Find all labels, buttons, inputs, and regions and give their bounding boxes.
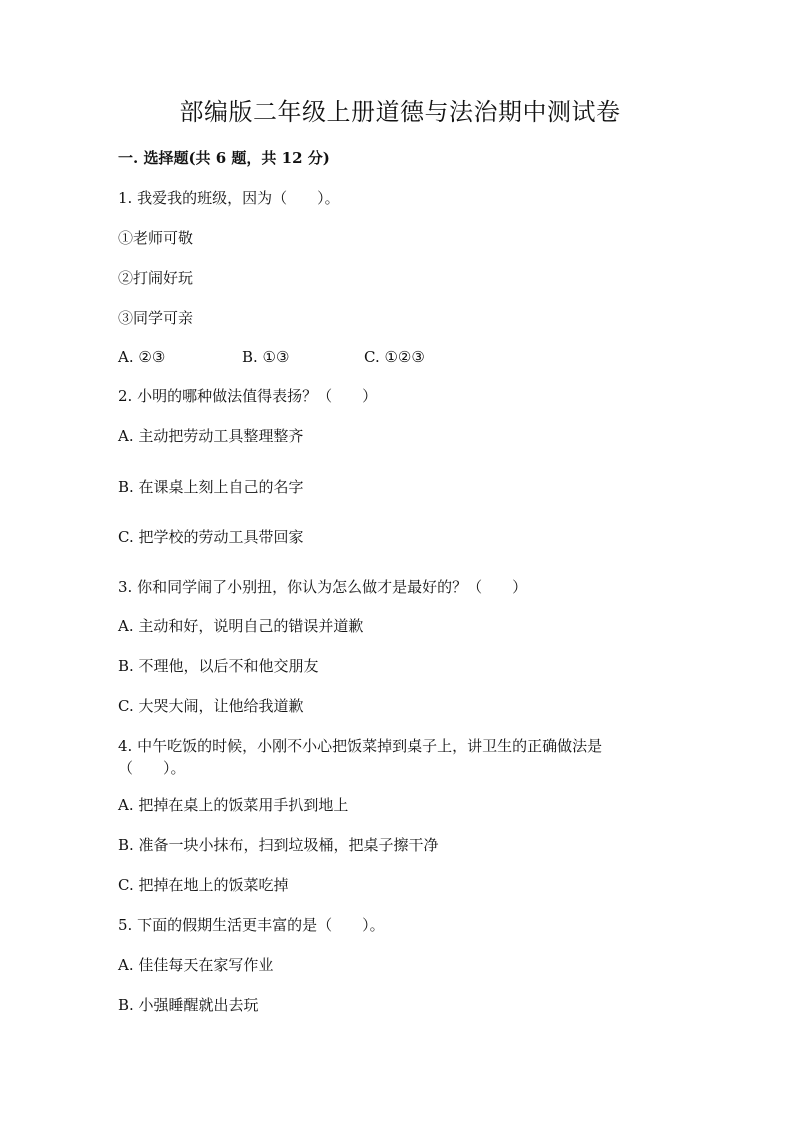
question-3-option-b: B. 不理他，以后不和他交朋友: [118, 657, 319, 675]
question-2-option-a: A. 主动把劳动工具整理整齐: [118, 427, 304, 445]
question-5-stem: 5. 下面的假期生活更丰富的是（ ）。: [118, 916, 385, 934]
page-title: 部编版二年级上册道德与法治期中测试卷: [179, 98, 621, 126]
question-1-option-b: B. ①③: [242, 348, 290, 366]
question-1-option-a: A. ②③: [118, 348, 166, 366]
question-3-option-a: A. 主动和好，说明自己的错误并道歉: [118, 617, 364, 635]
question-2-option-b: B. 在课桌上刻上自己的名字: [118, 478, 304, 496]
question-1-stem: 1. 我爱我的班级，因为（ ）。: [118, 189, 340, 207]
question-3-option-c: C. 大哭大闹，让他给我道歉: [118, 697, 304, 715]
question-5-option-a: A. 佳佳每天在家写作业: [118, 956, 274, 974]
question-1-option-c: C. ①②③: [364, 348, 425, 366]
question-4-option-b: B. 准备一块小抹布，扫到垃圾桶，把桌子擦干净: [118, 836, 439, 854]
question-2-stem: 2. 小明的哪种做法值得表扬？（ ）: [118, 387, 378, 405]
question-5-option-b: B. 小强睡醒就出去玩: [118, 996, 259, 1014]
question-1-item-1: ①老师可敬: [118, 229, 194, 247]
question-3-stem: 3. 你和同学闹了小别扭，你认为怎么做才是最好的？（ ）: [118, 578, 528, 596]
question-4-option-c: C. 把掉在地上的饭菜吃掉: [118, 876, 289, 894]
question-4-option-a: A. 把掉在桌上的饭菜用手扒到地上: [118, 796, 349, 814]
question-2-option-c: C. 把学校的劳动工具带回家: [118, 528, 304, 546]
question-4-stem: 4. 中午吃饭的时候，小刚不小心把饭菜掉到桌子上，讲卫生的正确做法是（ ）。: [118, 737, 603, 777]
question-1-item-2: ②打闹好玩: [118, 269, 194, 287]
question-1-item-3: ③同学可亲: [118, 309, 194, 327]
section-heading: 一. 选择题(共 6 题，共 12 分): [118, 149, 330, 167]
